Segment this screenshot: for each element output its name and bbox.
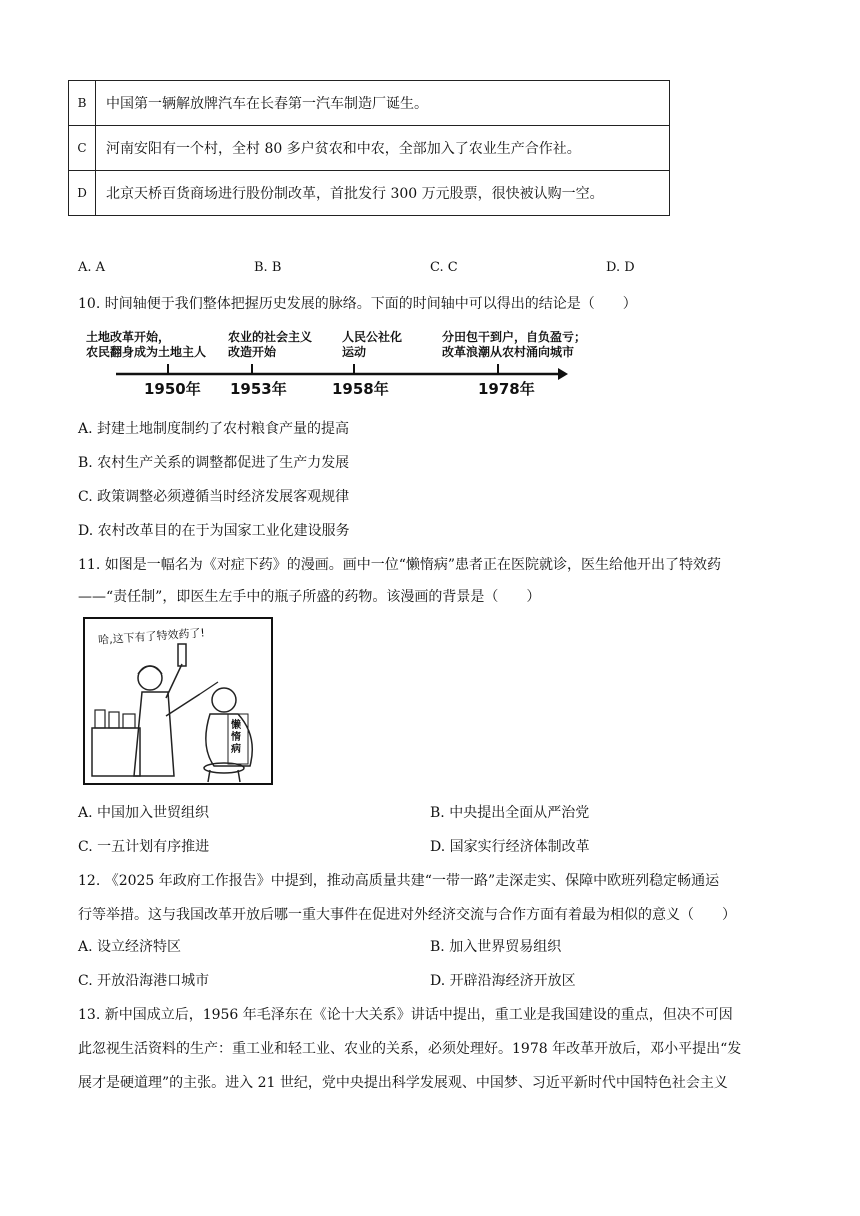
q10-stem: 10. 时间轴便于我们整体把握历史发展的脉络。下面的时间轴中可以得出的结论是（ ） xyxy=(78,296,637,312)
timeline-label xyxy=(442,330,586,360)
q12-option[interactable]: C. 开放沿海港口城市 xyxy=(78,973,210,989)
timeline-label-line: 农民翻身成为土地主人 xyxy=(86,345,207,359)
q11-option[interactable]: A. 中国加入世贸组织 xyxy=(78,805,210,821)
table-row xyxy=(69,171,670,216)
q12-option[interactable]: D. 开辟沿海经济开放区 xyxy=(430,973,576,989)
q11-option[interactable]: B. 中央提出全面从严治党 xyxy=(430,805,590,821)
row-key: B xyxy=(69,81,96,126)
cartoon-caption: 哈,这下有了特效药了! xyxy=(97,626,206,647)
answer-choice[interactable]: A. A xyxy=(78,260,106,275)
q12-option[interactable]: A. 设立经济特区 xyxy=(78,939,182,955)
row-text: 河南安阳有一个村，全村 80 多户贫农和中农，全部加入了农业生产合作社。 xyxy=(96,126,670,171)
answer-choice[interactable]: D. D xyxy=(606,260,635,275)
q13-text: 展才是硬道理”的主张。进入 21 世纪，党中央提出科学发展观、中国梦、习近平新时代中国特色社会主义 xyxy=(78,1075,728,1091)
timeline-label-line: 人民公社化 xyxy=(342,330,403,344)
timeline-label-line: 土地改革开始， xyxy=(86,330,171,344)
answer-choice[interactable]: C. C xyxy=(430,260,458,275)
row-key: C xyxy=(69,126,96,171)
row-key: D xyxy=(69,171,96,216)
timeline-label-line: 运动 xyxy=(342,345,367,359)
q13-text: 13. 新中国成立后，1956 年毛泽东在《论十大关系》讲话中提出，重工业是我国建设的重点，但决不可因 xyxy=(78,1007,733,1023)
timeline-label-line: 改革浪潮从农村涌向城市 xyxy=(442,345,575,359)
q10-option[interactable]: C. 政策调整必须遵循当时经济发展客观规律 xyxy=(78,489,350,505)
q12-stem: 12. 《2025 年政府工作报告》中提到，推动高质量共建“一带一路”走深走实、保障中欧班列稳定畅通运 xyxy=(78,873,720,889)
q10-option[interactable]: B. 农村生产关系的调整都促进了生产力发展 xyxy=(78,455,350,471)
timeline-label-line: 分田包干到户，自负盈亏； xyxy=(442,330,587,344)
q11-stem: ——“责任制”，即医生左手中的瓶子所盛的药物。该漫画的背景是（ ） xyxy=(78,589,541,605)
answer-choice[interactable]: B. B xyxy=(254,260,282,275)
q12-stem: 行等举措。这与我国改革开放后哪一重大事件在促进对外经济交流与合作方面有着最为相似的意义（ ） xyxy=(78,907,736,923)
q11-stem: 11. 如图是一幅名为《对症下药》的漫画。画中一位“懒惰病”患者正在医院就诊，医生给他开出了特效药 xyxy=(78,557,722,573)
q13-text: 此忽视生活资料的生产：重工业和轻工业、农业的关系，必须处理好。1978 年改革开放后，邓小平提出“发 xyxy=(78,1041,742,1057)
timeline-label xyxy=(228,330,312,360)
table-row xyxy=(69,81,670,126)
timeline-year: 1950年 xyxy=(144,380,201,398)
table-row xyxy=(69,126,670,171)
timeline-year: 1958年 xyxy=(332,380,389,398)
options-table xyxy=(68,80,670,216)
q12-option[interactable]: B. 加入世界贸易组织 xyxy=(430,939,562,955)
q10-option[interactable]: A. 封建土地制度制约了农村粮食产量的提高 xyxy=(78,421,350,437)
timeline-label-line: 农业的社会主义 xyxy=(228,330,313,344)
timeline-label-line: 改造开始 xyxy=(228,345,277,359)
q10-option[interactable]: D. 农村改革目的在于为国家工业化建设服务 xyxy=(78,523,350,539)
cartoon-image xyxy=(82,616,274,786)
timeline-year: 1953年 xyxy=(230,380,287,398)
timeline-label xyxy=(86,330,206,360)
q11-option[interactable]: C. 一五计划有序推进 xyxy=(78,839,210,855)
cartoon-label: 懒惰病 xyxy=(231,720,241,755)
row-text: 北京天桥百货商场进行股份制改革，首批发行 300 万元股票，很快被认购一空。 xyxy=(96,171,670,216)
row-text: 中国第一辆解放牌汽车在长春第一汽车制造厂诞生。 xyxy=(96,81,670,126)
q11-option[interactable]: D. 国家实行经济体制改革 xyxy=(430,839,590,855)
timeline-label xyxy=(342,330,402,360)
timeline-year: 1978年 xyxy=(478,380,535,398)
timeline xyxy=(86,326,587,406)
